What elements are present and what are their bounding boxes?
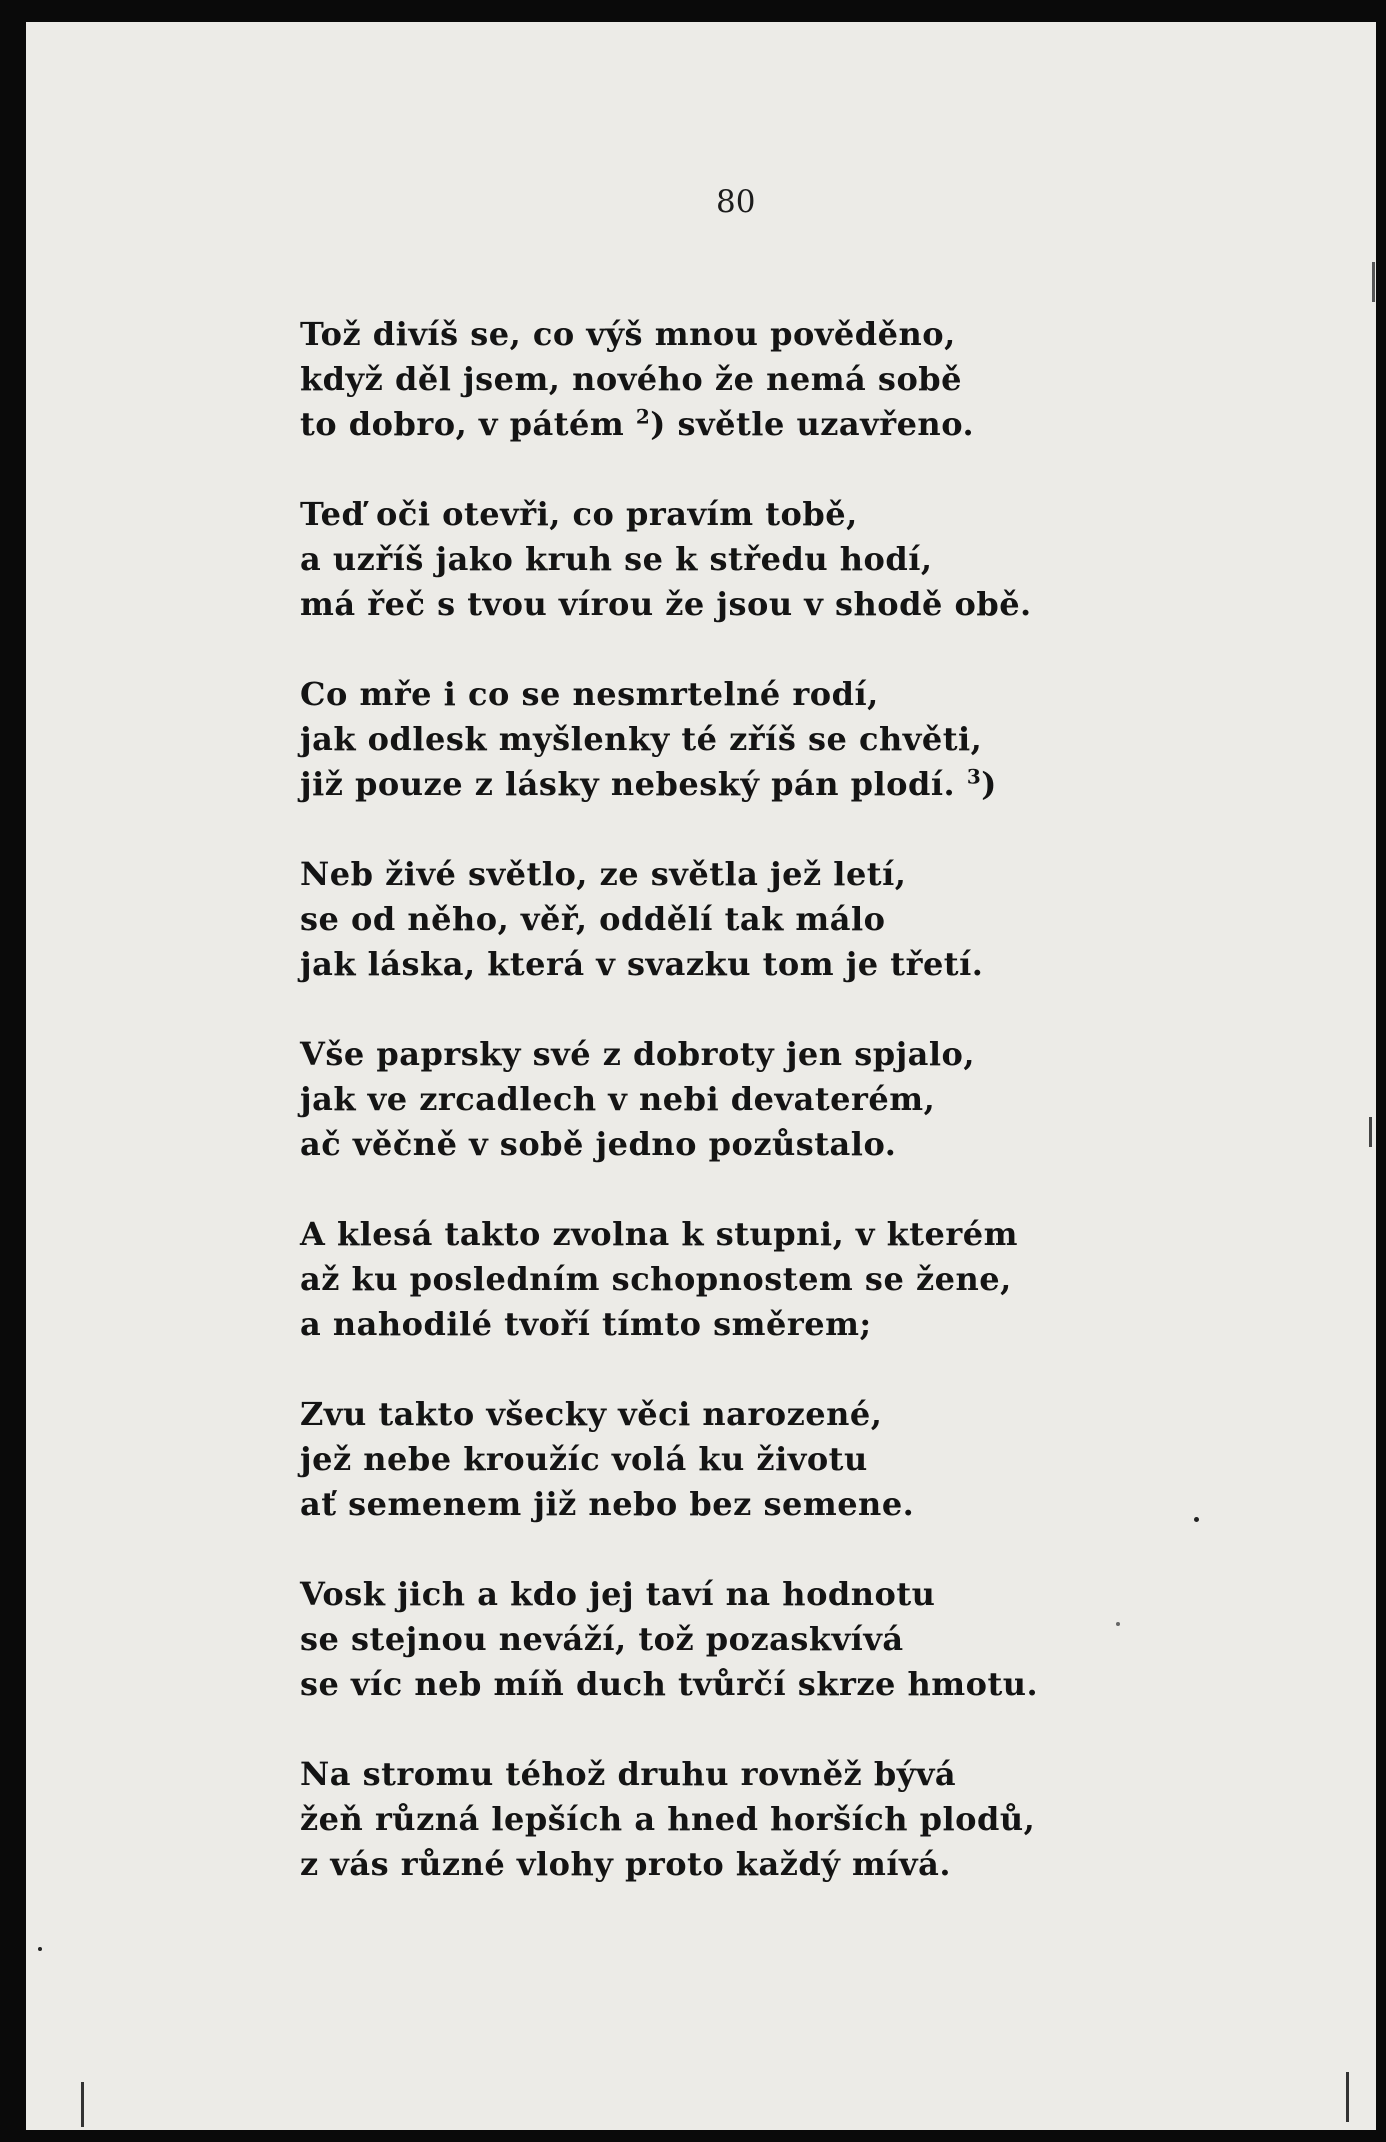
- scan-speck: [1346, 2072, 1349, 2122]
- stanza: [300, 1032, 1140, 1167]
- verse-line: žeň různá lepších a hned horších plodů,: [300, 1800, 1036, 1838]
- verse-line: se od něho, věř, oddělí tak málo: [300, 900, 886, 938]
- verse-line: jak láska, která v svazku tom je třetí.: [300, 945, 984, 983]
- verse-line: Co mře i co se nesmrtelné rodí,: [300, 675, 879, 713]
- verse-line: Vše paprsky své z dobroty jen spjalo,: [300, 1035, 976, 1073]
- verse-line: Zvu takto všecky věci narozené,: [300, 1395, 883, 1433]
- poem-text: [300, 312, 1140, 1932]
- verse-line: když děl jsem, nového že nemá sobě: [300, 360, 963, 398]
- verse-line: a uzříš jako kruh se k středu hodí,: [300, 540, 933, 578]
- verse-line: Teď oči otevři, co pravím tobě,: [300, 495, 858, 533]
- stanza: [300, 672, 1140, 807]
- verse-line: Vosk jich a kdo jej taví na hodnotu: [300, 1575, 936, 1613]
- stanza: [300, 312, 1140, 447]
- scan-speck: [1369, 1117, 1372, 1147]
- verse-line: Na stromu téhož druhu rovněž bývá: [300, 1755, 957, 1793]
- page-number: 80: [716, 184, 756, 220]
- scan-speck: [1194, 1517, 1199, 1522]
- stanza: [300, 1752, 1140, 1887]
- verse-line: a nahodilé tvoří tímto směrem;: [300, 1305, 872, 1343]
- verse-line: až ku posledním schopnostem se žene,: [300, 1260, 1012, 1298]
- verse-line: Tož divíš se, co výš mnou pověděno,: [300, 315, 956, 353]
- verse-line: [300, 762, 1140, 807]
- scan-speck: [81, 2082, 84, 2127]
- verse-line: se víc neb míň duch tvůrčí skrze hmotu.: [300, 1665, 1039, 1703]
- verse-line-text: ): [981, 765, 997, 803]
- verse-line-text: již pouze z lásky nebeský pán plodí.: [300, 765, 967, 803]
- footnote-marker: 3: [966, 764, 982, 789]
- verse-line-text: to dobro, v pátém: [300, 405, 636, 443]
- verse-line: jak odlesk myšlenky té zříš se chvěti,: [300, 720, 983, 758]
- verse-line: se stejnou neváží, tož pozaskvívá: [300, 1620, 904, 1658]
- footnote-marker: 2: [635, 404, 651, 429]
- verse-line-text: ) světle uzavřeno.: [650, 405, 975, 443]
- scan-speck: [1372, 262, 1375, 302]
- verse-line: jež nebe kroužíc volá ku životu: [300, 1440, 868, 1478]
- verse-line: jak ve zrcadlech v nebi devaterém,: [300, 1080, 936, 1118]
- stanza: [300, 1572, 1140, 1707]
- stanza: [300, 1212, 1140, 1347]
- verse-line: ač věčně v sobě jedno pozůstalo.: [300, 1125, 897, 1163]
- verse-line: ať semenem již nebo bez semene.: [300, 1485, 915, 1523]
- verse-line: A klesá takto zvolna k stupni, v kterém: [300, 1215, 1018, 1253]
- verse-line: z vás různé vlohy proto každý mívá.: [300, 1845, 951, 1883]
- stanza: [300, 852, 1140, 987]
- scan-speck: [38, 1947, 42, 1951]
- verse-line: [300, 402, 1140, 447]
- verse-line: Neb živé světlo, ze světla jež letí,: [300, 855, 907, 893]
- stanza: [300, 1392, 1140, 1527]
- stanza: [300, 492, 1140, 627]
- verse-line: má řeč s tvou vírou že jsou v shodě obě.: [300, 585, 1032, 623]
